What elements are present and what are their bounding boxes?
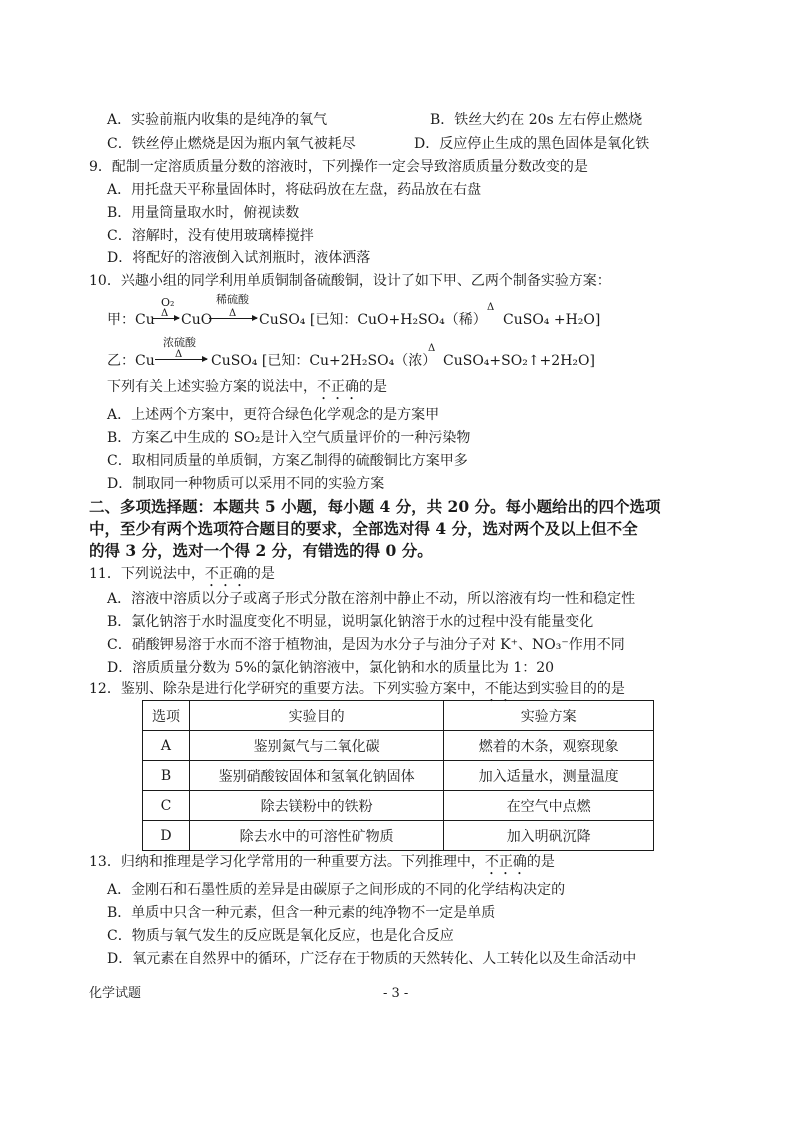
q13-stem-pre: 13．归纳和推理是学习化学常用的一种重要方法。下列推理中，	[89, 854, 485, 870]
table-header-cell: 选项	[143, 701, 190, 731]
q10-jia-known: CuSO₄ [已知：CuO+H₂SO₄（稀）	[259, 312, 487, 328]
q10-stem: 10．兴趣小组的同学利用单质铜制备硫酸铜，设计了如下甲、乙两个制备实验方案：	[89, 273, 611, 289]
q13-stem-emphasis: 不正确	[484, 854, 527, 870]
q10-option-d: D．制取同一种物质可以采用不同的实验方案	[107, 476, 385, 492]
table-cell-purpose: 除去水中的可溶性矿物质	[189, 821, 443, 851]
table-row	[143, 821, 654, 851]
q10-question	[107, 377, 387, 403]
table-row	[143, 731, 654, 761]
q10-yi-end: CuSO₄+SO₂↑+2H₂O]	[443, 353, 595, 369]
q9-stem: 9．配制一定溶质质量分数的溶液时，下列操作一定会导致溶质质量分数改变的是	[89, 159, 588, 175]
section2-line-2: 中，至少有两个选项符合题目的要求，全部选对得 4 分，选对两个及以上但不全	[89, 519, 638, 538]
table-cell-option: A	[143, 731, 190, 761]
q13-option-b: B．单质中只含一种元素，但含一种元素的纯净物不一定是单质	[107, 905, 496, 921]
q10-jia-o2: O₂	[161, 296, 175, 309]
q12-stem-emphasis: 不能	[484, 681, 513, 697]
q11-option-d: D．溶质质量分数为 5%的氯化钠溶液中，氯化钠和水的质量比为 1：20	[107, 660, 555, 676]
q9-option-a: A．用托盘天平称量固体时，将砝码放在左盘，药品放在右盘	[107, 182, 482, 198]
q10-jia-cuo: CuO	[181, 312, 213, 328]
table-cell-plan: 燃着的木条，观察现象	[444, 731, 654, 761]
q13-option-a: A．金刚石和石墨性质的差异是由碳原子之间形成的不同的化学结构决定的	[107, 882, 566, 898]
q10-option-a: A．上述两个方案中，更符合绿色化学观念的是方案甲	[107, 407, 440, 423]
q10-question-post: 的是	[359, 379, 387, 395]
q8-option-c: C．铁丝停止燃烧是因为瓶内氧气被耗尽	[107, 136, 356, 152]
q9-option-d: D．将配好的溶液倒入试剂瓶时，液体洒落	[107, 250, 371, 266]
q13-option-c: C．物质与氧气发生的反应既是氧化反应，也是化合反应	[107, 928, 454, 944]
table-cell-plan: 在空气中点燃	[444, 791, 654, 821]
table-header-cell: 实验目的	[189, 701, 443, 731]
q10-jia-end: CuSO₄ +H₂O]	[503, 312, 601, 328]
q11-stem	[89, 564, 275, 590]
table-cell-purpose: 鉴别硝酸铵固体和氢氧化钠固体	[189, 761, 443, 791]
q8-option-a: A．实验前瓶内收集的是纯净的氧气	[107, 112, 328, 128]
q11-option-a: A．溶液中溶质以分子或离子形式分散在溶剂中静止不动，所以溶液有均一性和稳定性	[107, 591, 636, 607]
q10-jia-delta-3: Δ	[487, 302, 495, 313]
section2-line-1: 二、多项选择题：本题共 5 小题，每小题 4 分，共 20 分。每小题给出的四个选项	[89, 497, 661, 516]
q10-yi-label: 乙：Cu	[107, 353, 155, 369]
table-cell-purpose: 除去镁粉中的铁粉	[189, 791, 443, 821]
q13-option-d: D．氧元素在自然界中的循环，广泛存在于物质的天然转化、人工转化以及生命活动中	[107, 951, 637, 967]
table-row	[143, 791, 654, 821]
q10-jia-label: 甲：Cu	[107, 312, 155, 328]
q9-option-c: C．溶解时，没有使用玻璃棒搅拌	[107, 228, 314, 244]
q11-stem-pre: 11．下列说法中，	[89, 566, 205, 582]
table-cell-purpose: 鉴别氮气与二氧化碳	[189, 731, 443, 761]
table-cell-option: C	[143, 791, 190, 821]
q10-option-b: B．方案乙中生成的 SO₂是计入空气质量评价的一种污染物	[107, 430, 471, 446]
q10-yi-delta-2: Δ	[428, 343, 436, 354]
q11-stem-post: 的是	[246, 566, 275, 582]
q12-stem-pre: 12．鉴别、除杂是进行化学研究的重要方法。下列实验方案中，	[89, 681, 485, 697]
table-cell-option: D	[143, 821, 190, 851]
q10-jia-acid: 稀硫酸	[216, 293, 249, 306]
q12-stem-post: 达到实验目的的是	[512, 681, 625, 697]
q8-option-b: B．铁丝大约在 20s 左右停止燃烧	[430, 112, 643, 128]
q11-option-c: C．硝酸钾易溶于水而不溶于植物油，是因为水分子与油分子对 K⁺、NO₃⁻作用不同	[107, 637, 625, 653]
q10-question-pre: 下列有关上述实验方案的说法中，	[107, 379, 317, 395]
q10-jia-delta-2: Δ	[229, 308, 237, 319]
q11-option-b: B．氯化钠溶于水时温度变化不明显，说明氯化钠溶于水的过程中没有能量变化	[107, 614, 594, 630]
q13-stem	[89, 852, 555, 878]
table-cell-option: B	[143, 761, 190, 791]
footer-page-number: - 3 -	[383, 986, 409, 1001]
table-header-row	[143, 701, 654, 731]
q8-option-d: D．反应停止生成的黑色固体是氧化铁	[414, 136, 650, 152]
table-cell-plan: 加入适量水，测量温度	[444, 761, 654, 791]
q10-yi-delta-1: Δ	[175, 349, 183, 360]
q12-table	[142, 700, 654, 851]
table-header-cell: 实验方案	[444, 701, 654, 731]
table-cell-plan: 加入明矾沉降	[444, 821, 654, 851]
q13-stem-post: 的是	[526, 854, 555, 870]
q10-option-c: C．取相同质量的单质铜，方案乙制得的硫酸铜比方案甲多	[107, 453, 468, 469]
q10-yi-known: CuSO₄ [已知：Cu+2H₂SO₄（浓）	[211, 353, 437, 369]
q10-yi-acid: 浓硫酸	[163, 336, 196, 349]
q10-jia-delta-1: Δ	[161, 308, 169, 319]
table-row	[143, 761, 654, 791]
q11-stem-emphasis: 不正确	[204, 566, 247, 582]
section2-line-3: 的得 3 分，选对一个得 2 分，有错选的得 0 分。	[89, 541, 433, 560]
footer-subject: 化学试题	[89, 986, 142, 1001]
q9-option-b: B．用量筒量取水时，俯视读数	[107, 205, 300, 221]
q10-question-emphasis: 不正确	[317, 379, 359, 395]
